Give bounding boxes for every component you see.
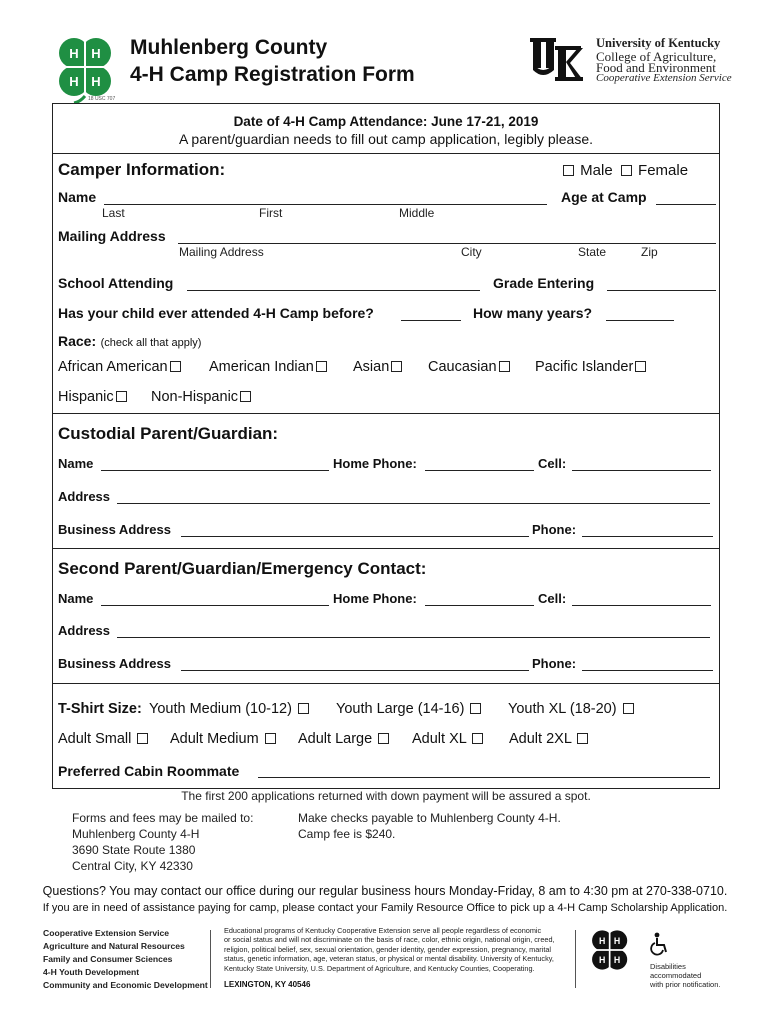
svg-text:H: H xyxy=(91,74,101,89)
male-label: Male xyxy=(580,162,613,179)
camper-heading: Camper Information: xyxy=(58,160,226,179)
svg-text:H: H xyxy=(69,74,79,89)
lexington-address: LEXINGTON, KY 40546 xyxy=(224,980,311,989)
custodial-business-address-field[interactable] xyxy=(181,524,529,537)
custodial-home-phone-label: Home Phone: xyxy=(333,456,417,471)
ethnicity-checkbox[interactable] xyxy=(240,391,251,402)
second-cell-field[interactable] xyxy=(572,593,711,606)
assistance-text: If you are in need of assistance paying for camp, please contact your Family Resource Office to pick up a 4-H Camp Scholarship Application. xyxy=(42,902,728,914)
custodial-name-label: Name xyxy=(58,456,94,471)
school-label: School Attending xyxy=(58,275,174,291)
uk-college-line2: Food and Environment xyxy=(596,60,716,75)
ethnicity-option[interactable]: Non-Hispanic xyxy=(151,389,253,405)
second-business-address-label: Business Address xyxy=(58,656,171,671)
attended-field[interactable] xyxy=(401,308,461,321)
race-checkbox[interactable] xyxy=(316,361,327,372)
state-sublabel: State xyxy=(578,245,607,259)
tshirt-checkbox[interactable] xyxy=(470,703,481,714)
svg-text:H: H xyxy=(613,954,621,965)
clover-trademark: 18 USC 707 xyxy=(88,96,116,102)
last-sublabel: Last xyxy=(102,206,125,220)
tshirt-option[interactable]: Adult Medium xyxy=(170,731,278,747)
mailing-address-label: Mailing Address xyxy=(58,228,166,244)
ethnicity-option[interactable]: Hispanic xyxy=(58,389,129,405)
years-field[interactable] xyxy=(606,308,674,321)
roommate-field[interactable] xyxy=(258,765,710,778)
race-note: (check all that apply) xyxy=(100,337,202,349)
4h-clover-logo xyxy=(50,36,124,104)
second-address-field[interactable] xyxy=(117,625,710,638)
registration-form-box xyxy=(52,103,720,789)
custodial-business-address-label: Business Address xyxy=(58,522,171,537)
second-phone-label: Phone: xyxy=(532,656,577,671)
second-address-label: Address xyxy=(58,623,111,638)
tshirt-checkbox[interactable] xyxy=(265,733,276,744)
divider xyxy=(52,153,720,154)
4h-clover-small-icon xyxy=(586,928,636,976)
custodial-phone-field[interactable] xyxy=(582,524,713,537)
tshirt-checkbox[interactable] xyxy=(298,703,309,714)
age-label: Age at Camp xyxy=(561,189,647,205)
school-field[interactable] xyxy=(187,278,480,291)
second-home-phone-field[interactable] xyxy=(425,593,534,606)
equal-opportunity-statement: Educational programs of Kentucky Cooperative Extension serve all people regardless of economic or social status and will not discriminate on the basis of race, color, ethnic origin, national origin, creed, religion, political belief, sex, sexual orientation, gender identity, gender expression, pregnancy, marital status, genetic information, age, veteran status, or physical or mental disability. University of Kentucky, Kentucky State University, U.S. Department of Agriculture, and Kentucky Counties, Cooperating. xyxy=(224,926,555,973)
svg-text:H: H xyxy=(69,46,79,61)
gender-options xyxy=(561,162,688,179)
uk-college-line1: College of Agriculture, xyxy=(596,49,717,64)
tshirt-option[interactable]: Youth XL (18-20) xyxy=(508,701,636,717)
second-cell-label: Cell: xyxy=(538,591,567,606)
race-checkbox[interactable] xyxy=(391,361,402,372)
second-name-field[interactable] xyxy=(101,593,329,606)
first-sublabel: First xyxy=(259,206,283,220)
zip-sublabel: Zip xyxy=(641,245,658,259)
custodial-phone-label: Phone: xyxy=(532,522,577,537)
middle-sublabel: Middle xyxy=(399,206,435,220)
svg-text:H: H xyxy=(613,935,621,946)
camper-name-field[interactable] xyxy=(104,192,547,205)
roommate-label: Preferred Cabin Roommate xyxy=(58,763,240,779)
tshirt-option[interactable]: Adult Small xyxy=(58,731,150,747)
tshirt-checkbox[interactable] xyxy=(472,733,483,744)
race-checkbox[interactable] xyxy=(499,361,510,372)
uk-extension: Cooperative Extension Service xyxy=(596,72,732,84)
first-200-notice: The first 200 applications returned with down payment will be assured a spot. xyxy=(181,789,591,803)
page-title-line1: Muhlenberg County xyxy=(130,36,328,59)
race-option[interactable]: Asian xyxy=(353,359,404,375)
mailing-sublabel: Mailing Address xyxy=(179,245,264,259)
race-option[interactable]: American Indian xyxy=(209,359,329,375)
race-heading xyxy=(58,333,201,351)
disabilities-notice: Disabilities accommodated with prior notification. xyxy=(650,962,721,989)
svg-text:H: H xyxy=(91,46,101,61)
svg-text:H: H xyxy=(599,935,606,946)
attended-question: Has your child ever attended 4-H Camp before? xyxy=(58,305,374,321)
tshirt-option[interactable]: Adult XL xyxy=(412,731,485,747)
race-option[interactable]: Pacific Islander xyxy=(535,359,648,375)
custodial-address-field[interactable] xyxy=(117,491,710,504)
payment-instructions: Make checks payable to Muhlenberg County 4-H. Camp fee is $240. xyxy=(298,811,561,841)
divider xyxy=(52,548,720,549)
tshirt-checkbox[interactable] xyxy=(378,733,389,744)
mailing-instructions: Forms and fees may be mailed to: Muhlenberg County 4-H 3690 State Route 1380 Central City, KY 42330 xyxy=(72,811,254,873)
instructions: A parent/guardian needs to fill out camp application, legibly please. xyxy=(178,131,594,147)
tshirt-option[interactable]: Youth Large (14-16) xyxy=(336,701,483,717)
years-label: How many years? xyxy=(473,305,593,321)
second-business-address-field[interactable] xyxy=(181,658,529,671)
female-checkbox[interactable] xyxy=(621,165,632,176)
grade-field[interactable] xyxy=(607,278,716,291)
divider xyxy=(575,930,576,988)
tshirt-checkbox[interactable] xyxy=(137,733,148,744)
custodial-cell-label: Cell: xyxy=(538,456,567,471)
name-label: Name xyxy=(58,189,97,205)
male-checkbox[interactable] xyxy=(563,165,574,176)
page-title-line2: 4-H Camp Registration Form xyxy=(130,63,415,86)
tshirt-checkbox[interactable] xyxy=(623,703,634,714)
divider xyxy=(52,683,720,684)
custodial-address-label: Address xyxy=(58,489,111,504)
second-contact-heading: Second Parent/Guardian/Emergency Contact: xyxy=(58,559,427,578)
camp-date: Date of 4-H Camp Attendance: June 17-21, 2019 xyxy=(233,114,539,129)
wheelchair-icon xyxy=(650,932,670,956)
questions-text: Questions? You may contact our office during our regular business hours Monday-Friday, 8 am to 4:30 pm at 270-338-0710. xyxy=(42,884,728,898)
race-checkbox[interactable] xyxy=(170,361,181,372)
female-label: Female xyxy=(638,162,689,179)
uk-logo-icon xyxy=(528,36,584,82)
custodial-heading: Custodial Parent/Guardian: xyxy=(58,424,279,443)
custodial-name-field[interactable] xyxy=(101,458,329,471)
tshirt-label: T-Shirt Size: xyxy=(58,701,142,717)
mailing-address-field[interactable] xyxy=(178,231,716,244)
race-checkbox[interactable] xyxy=(635,361,646,372)
divider xyxy=(210,930,211,988)
second-phone-field[interactable] xyxy=(582,658,713,671)
custodial-cell-field[interactable] xyxy=(572,458,711,471)
ethnicity-checkbox[interactable] xyxy=(116,391,127,402)
race-option[interactable]: African American xyxy=(58,359,183,375)
program-list: Cooperative Extension Service Agriculture and Natural Resources Family and Consumer Sciences 4-H Youth Development Community and Economic Development xyxy=(43,928,208,990)
race-option[interactable]: Caucasian xyxy=(428,359,512,375)
tshirt-checkbox[interactable] xyxy=(577,733,588,744)
race-label: Race: xyxy=(58,333,97,349)
second-name-label: Name xyxy=(58,591,94,606)
grade-label: Grade Entering xyxy=(493,275,595,291)
svg-text:H: H xyxy=(599,954,606,965)
tshirt-option[interactable]: Adult Large xyxy=(298,731,391,747)
custodial-home-phone-field[interactable] xyxy=(425,458,534,471)
tshirt-option[interactable]: Youth Medium (10-12) xyxy=(149,701,311,717)
age-field[interactable] xyxy=(656,192,716,205)
divider xyxy=(52,413,720,414)
tshirt-option[interactable]: Adult 2XL xyxy=(509,731,590,747)
uk-name: University of Kentucky xyxy=(596,36,721,50)
second-home-phone-label: Home Phone: xyxy=(333,591,417,606)
city-sublabel: City xyxy=(461,245,482,259)
